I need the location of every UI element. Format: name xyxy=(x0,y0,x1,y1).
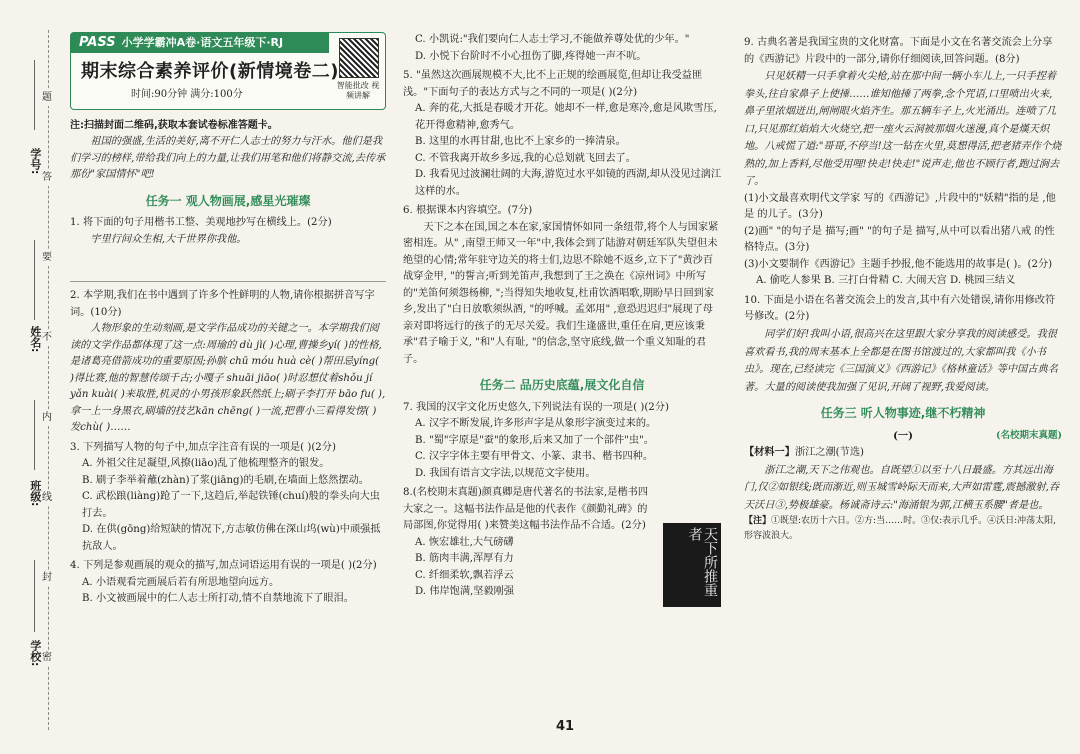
q4-option-b: B. 小文被画展中的仁人志士所打动,情不自禁地流下了眼泪。 xyxy=(82,593,354,605)
task2-heading: 任务二 品历史底蕴,展文化自信 xyxy=(479,378,645,393)
school-label: 学校: xyxy=(28,640,42,667)
task3-heading: 任务三 听人物事迹,继不朽精神 xyxy=(820,406,986,421)
seal-mark: 内 xyxy=(42,410,52,426)
q9-sub-3: (3)小文要制作《西游记》主题手抄报,他不能选用的故事是( )。(2分) xyxy=(744,258,1053,270)
seal-line xyxy=(48,30,49,730)
question-2: 2. 本学期,我们在书中遇到了许多个性鲜明的人物,请你根据拼音写字词。(10分) xyxy=(70,290,375,318)
page-number: 41 xyxy=(556,719,575,734)
exam-title: 期末综合素养评价(新情境卷二) xyxy=(81,61,339,82)
class-line xyxy=(34,400,35,470)
series-title: 小学学霸冲A卷·语文五年级下·RJ xyxy=(121,36,284,49)
student-id-label: 学号: xyxy=(28,148,42,175)
material-1-name: 浙江之潮(节选) xyxy=(794,447,865,459)
question-3: 3. 下列描写人物的句子中,加点字注音有误的一项是( )(2分) xyxy=(70,441,336,453)
q8-option-b: B. 筋肉丰满,浑厚有力 xyxy=(415,553,514,565)
material-1-title xyxy=(744,444,1062,462)
seal-mark: 答 xyxy=(42,170,52,186)
q1-handwriting: 宇里行间众生相,大千世界你我他。 xyxy=(90,233,247,245)
q5-option-d: D. 我看见过波澜壮阔的大海,游览过水平如镜的西湖,却从没见过漓江这样的水。 xyxy=(415,169,722,197)
q6-passage: 天下之本在国,国之本在家,家国情怀如同一条纽带,将个人与国家紧密相连。从" ,南望王师又一年"中,我体会到了陆游对朝廷军队失望但未绝望的心情;常年驻守边关的将士们,边思不除她不返乡,立下了"黄沙百战穿金甲, "的誓言;听到羌笛声,我想到了王之涣在《凉州词》中所写的"羌笛何须怨杨柳, ";当得知失地收复,杜甫饮酒唱歌,期盼早日回到家乡,发出了"白日放歌须纵酒, "的呼喊。孟郊用" ,意恐迟迟归"展现了母亲对即将远行的孩子的无尽关爱。我们生逢盛世,重任在肩,更应该秉承"君子喻于义, "和"人有耻, "的信念,坚守底线,做一个重义知耻的君子。 xyxy=(403,221,719,365)
qr-caption: 智能批改 视频讲解 xyxy=(336,81,380,101)
q9-options: A. 偷吃人参果 B. 三打白骨精 C. 大闹天宫 D. 桃园三结义 xyxy=(756,275,1016,287)
q7-option-b: B. "蜀"字原是"蚕"的象形,后来又加了一个部件"虫"。 xyxy=(415,434,654,446)
q7-option-d: D. 我国有语言文字法,以规范文字使用。 xyxy=(415,467,596,479)
q4-option-c: C. 小凯说:"我们要向仁人志士学习,不能做养尊处优的少年。" xyxy=(415,34,690,45)
column-right xyxy=(744,32,1062,543)
question-1: 1. 将下面的句子用楷书工整、美观地抄写在横线上。(2分) xyxy=(70,217,332,229)
scan-note: 注:扫描封面二维码,获取本套试卷标准答题卡。 xyxy=(70,120,278,131)
q5-option-c: C. 不管我离开故乡多远,我的心总划就飞回去了。 xyxy=(415,152,636,164)
q8-block xyxy=(403,485,721,601)
question-8: 8.(名校期末真题)颜真卿是唐代著名的书法家,是楷书四大家之一。这幅书法作品是他的代表作《颜勤礼碑》的局部图,你觉得用( )来赞美这幅书法作品不合适。(2分) xyxy=(403,487,649,532)
q7-option-c: C. 汉字字体主要有甲骨文、小篆、隶书、楷书四种。 xyxy=(415,451,654,463)
seal-mark: 要 xyxy=(42,250,52,266)
q8-option-d: D. 伟岸饱满,坚毅刚强 xyxy=(415,586,515,598)
name-label: 姓名: xyxy=(28,326,42,353)
seal-mark: 不 xyxy=(42,330,52,346)
qr-code-icon[interactable] xyxy=(339,38,379,78)
q7-option-a: A. 汉字不断发展,许多形声字是从象形字演变过来的。 xyxy=(415,418,657,430)
intro-text: 祖国的强盛,生活的美好,离不开仁人志士的努力与汗水。他们是我们学习的榜样,带给我们向上的力量,让我们用笔和他们将静交流,去传承那份"家国情怀"吧! xyxy=(70,136,386,181)
q2-passage: 人物形象的生动刻画,是文学作品成功的关键之一。本学期我们阅读的文学作品都体现了这一点:周瑜的 dù jì( )心理,曹操乡yí( )的性格,是诸葛亮借箭成功的重要原因;孙膑 chū móu huà cè( )帮田忌yíng( )得比赛,他的智慧传颂千古;小嘎子 shuāi jiāo( )时忍想仗着shǒu jí yǎn kuài( )来取胜,机灵的小男孩形象跃然纸上;刷子李打开 bāo fu( ),拿一上一身黑衣,刷墙的技艺kān chēng( )一流,把曹小三看得发愣( )发chù( )…… xyxy=(70,323,386,434)
binding-margin xyxy=(0,0,60,754)
q8-option-c: C. 纤细柔软,飘若浮云 xyxy=(415,569,514,581)
question-4: 4. 下列是参观画展的观众的描写,加点词语运用有误的一项是( )(2分) xyxy=(70,560,377,572)
q4-option-d: D. 小悦下台阶时不小心扭伤了脚,疼得她一声不吭。 xyxy=(415,50,647,62)
q8-option-a: A. 恢宏雄壮,大气磅礴 xyxy=(415,536,514,548)
exam-meta: 时间:90分钟 满分:100分 xyxy=(131,89,243,100)
name-line xyxy=(34,240,35,320)
footnote xyxy=(744,514,1062,543)
question-6: 6. 根据课本内容填空。(7分) xyxy=(403,205,533,217)
q9-sub-2: (2)画" "的句子是 描写;画" "的句子是 描写,从中可以看出猪八戒 的性格特点。(3分) xyxy=(744,225,1055,254)
q5-option-a: A. 奔的花,大抵是春暖才开花。她却不一样,愈是寒冷,愈是风欺雪压,花开得愈精神,愈秀气。 xyxy=(415,103,717,131)
q3-option-a: A. 外祖父往足凝望,风撩(liāo)乱了他梳理整齐的银发。 xyxy=(82,458,330,470)
q9-sub-1: (1)小文最喜欢明代文学家 写的《西游记》,片段中的"妖精"指的是 ,他是 的儿子。(3分) xyxy=(744,192,1056,221)
seal-mark: 密 xyxy=(42,650,52,666)
school-line xyxy=(34,560,35,632)
q1-answer-line[interactable] xyxy=(70,248,386,282)
task1-heading: 任务一 观人物画展,感星光璀璨 xyxy=(145,193,311,208)
seal-mark: 线 xyxy=(42,490,52,506)
material-1-label: 【材料一】 xyxy=(744,446,795,459)
q9-passage: 只见妖精一只手拿着火尖枪,站在那中间一辆小车儿上,一只手捏着拳头,往自家鼻子上使捶……谁知他捶了两拳,念个咒语,口里喷出火来,鼻子里浓烟迸出,闸闸眼火焰齐生。那五辆车子上,火光涌出。连喷了几口,只见那红焰焰大火烧空,把一座火云洞被那烟火迷漫,真个是熯天炽地。八戒慌了道:"哥哥,不停当!这一钻在火里,莫想得活,把老猪弄作个烧熟的,加上香料,尽他受用哩!快走!快走!"说声走,他也不顾行者,跑过涧去了。 xyxy=(744,71,1062,188)
column-left xyxy=(70,32,386,608)
material-1-text: 浙江之潮,天下之伟观也。自既望①以至十八日最盛。方其远出海门,仅②如银线;既而渐近,则玉城雪岭际天而来,大声如雷霆,震撼激射,吞天沃日③,势极雄豪。杨诚斋诗云:"海涌银为郭,江横玉系腰"者是也。 xyxy=(744,464,1060,511)
footnote-label: 【注】 xyxy=(744,516,772,527)
footnote-text: ①既望:农历十六日。②方:当……时。③仅:表示几乎。④沃日:冲荡太阳,形容波浪大。 xyxy=(744,516,1057,541)
seal-mark: 封 xyxy=(42,570,52,586)
q3-option-d: D. 在供(gōng)给短缺的情况下,方志敏仿佛在深山坞(wù)中顽强抵抗敌人。 xyxy=(82,524,381,552)
series-banner xyxy=(71,33,329,53)
calligraphy-image: 天下所推重者 xyxy=(663,523,721,607)
source-tag: (名校期末真题) xyxy=(996,429,1062,441)
column-middle xyxy=(403,32,721,601)
class-label: 班级: xyxy=(28,480,42,507)
exam-header xyxy=(70,32,386,110)
question-9: 9. 古典名著是我国宝贵的文化财富。下面是小文在名著交流会上分享的《西游记》片段中的一部分,请你仔细阅读,回答问题。(8分) xyxy=(744,37,1053,65)
seal-mark: 题 xyxy=(42,90,52,106)
question-5: 5. "虽然这次画展规模不大,比不上正规的绘画展览,但却让我受益匪浅。"下面句子的表达方式与之不同的一项是( )(2分) xyxy=(403,70,703,98)
id-line xyxy=(34,60,35,130)
q5-option-b: B. 这里的水再甘甜,也比不上家乡的一捧清泉。 xyxy=(415,136,626,148)
question-7: 7. 我国的汉字文化历史悠久,下列说法有误的一项是( )(2分) xyxy=(403,401,669,413)
q10-passage: 同学们好!我叫小语,很高兴在这里跟大家分享我的阅读感受。我很喜欢看书,我的周末基本上全都是在图书馆渡过的,大家都叫我《小书虫》。现在,已经读完《三国演义》《西游记》《格林童话》等中国古典名著。大量的阅读使我加强了见识,开阔了视野,我爱阅读。 xyxy=(744,328,1058,393)
subsection-heading xyxy=(744,428,1062,445)
q4-option-a: A. 小语观看完画展后若有所思地望向远方。 xyxy=(82,576,280,588)
pass-logo: PASS xyxy=(79,35,116,50)
q3-option-c: C. 武松踉(liàng)跄了一下,这趋后,举起铁锤(chuí)般的拳头向大虫打去。 xyxy=(82,491,380,519)
question-10: 10. 下面是小语在名著交流会上的发言,其中有六处错误,请你用修改符号修改。(2分) xyxy=(744,294,1056,323)
q3-option-b: B. 刷子李举着蘸(zhàn)了浆(jiāng)的毛刷,在墙面上悠然摆动。 xyxy=(82,474,369,486)
subsection-number: (一) xyxy=(893,429,913,442)
